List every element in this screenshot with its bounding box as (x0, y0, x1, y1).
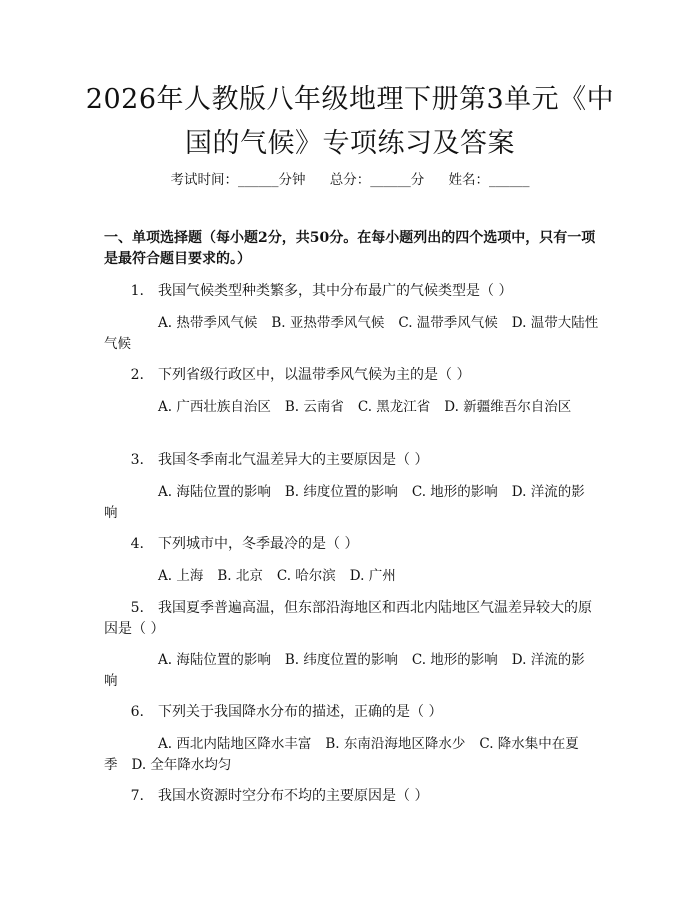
question-6-option-c: C. 降水集中在夏季 (104, 736, 579, 773)
exam-time-blank: ______ (237, 172, 279, 188)
exam-score-unit: 分 (410, 172, 425, 188)
question-3-text: 我国冬季南北气温差异大的主要原因是（ ） (158, 452, 429, 468)
question-4-option-a: A. 上海 (158, 568, 204, 584)
question-4-option-b: B. 北京 (217, 568, 263, 584)
exam-time (170, 172, 305, 188)
document-title (60, 78, 640, 166)
question-7-text: 我国水资源时空分布不均的主要原因是（ ） (158, 788, 429, 804)
question-4-text: 下列城市中，冬季最冷的是（ ） (158, 536, 359, 552)
question-3-option-d: D. 洋流的影响 (104, 484, 585, 521)
question-2-option-a: A. 广西壮族自治区 (158, 399, 271, 415)
question-6-stem (104, 702, 604, 723)
question-3-option-b: B. 纬度位置的影响 (284, 484, 398, 500)
question-3-options (104, 482, 604, 524)
title-line-1: 2026年人教版八年级地理下册第3单元《中 (85, 84, 615, 115)
exam-name-blank: ______ (489, 172, 530, 188)
question-6-text: 下列关于我国降水分布的描述，正确的是（ ） (158, 704, 443, 720)
question-3-number: 3. (130, 452, 144, 468)
exam-time-label: 考试时间： (170, 172, 238, 188)
exam-time-unit: 分钟 (278, 172, 306, 188)
exam-score-blank: ______ (370, 172, 411, 188)
question-5-options (104, 650, 604, 692)
question-1-text: 我国气候类型种类繁多，其中分布最广的气候类型是（ ） (158, 283, 513, 299)
question-1-number: 1. (130, 283, 144, 299)
question-2-option-c: C. 黑龙江省 (357, 399, 431, 415)
question-6-options (104, 734, 604, 776)
question-7-number: 7. (130, 788, 144, 804)
question-4-option-d: D. 广州 (349, 568, 396, 584)
question-2-option-d: D. 新疆维吾尔自治区 (444, 399, 572, 415)
question-1-options (104, 313, 604, 355)
question-1-stem (104, 281, 604, 302)
question-3-option-c: C. 地形的影响 (411, 484, 498, 500)
question-2-text: 下列省级行政区中，以温带季风气候为主的是（ ） (158, 367, 471, 383)
question-4-number: 4. (130, 536, 144, 552)
question-3-stem (104, 450, 604, 471)
question-4-stem (104, 534, 604, 555)
question-5-option-c: C. 地形的影响 (411, 652, 498, 668)
question-6-option-b: B. 东南沿海地区降水少 (325, 736, 466, 752)
title-line-2: 国的气候》专项练习及答案 (185, 128, 515, 159)
exam-name-label: 姓名： (448, 172, 490, 188)
question-5-stem (104, 598, 604, 640)
question-1-option-c: C. 温带季风气候 (398, 315, 498, 331)
question-2-option-b: B. 云南省 (284, 399, 344, 415)
question-1-option-b: B. 亚热带季风气候 (271, 315, 385, 331)
question-6-option-a: A. 西北内陆地区降水丰富 (158, 736, 312, 752)
question-5-option-b: B. 纬度位置的影响 (284, 652, 398, 668)
exam-score-label: 总分： (329, 172, 371, 188)
question-3-option-a: A. 海陆位置的影响 (158, 484, 271, 500)
question-6-option-d: D. 全年降水均匀 (131, 757, 232, 773)
question-5-option-a: A. 海陆位置的影响 (158, 652, 271, 668)
question-2-stem (104, 365, 604, 386)
question-5-option-d: D. 洋流的影响 (104, 652, 585, 689)
question-1-option-d: D. 温带大陆性气候 (104, 315, 599, 352)
exam-score (330, 172, 425, 188)
question-4-option-c: C. 哈尔滨 (276, 568, 336, 584)
question-4-options (104, 566, 604, 587)
question-2-number: 2. (130, 367, 144, 383)
question-5-text: 我国夏季普遍高温，但东部沿海地区和西北内陆地区气温差异较大的原因是（ ） (104, 600, 592, 637)
question-7-stem (104, 786, 604, 807)
exam-name (449, 172, 530, 188)
section-heading: 一、单项选择题（每小题2分，共50分。在每小题列出的四个选项中，只有一项是最符合题目要求的。） (104, 230, 596, 267)
exam-info-line (0, 168, 700, 188)
question-2-options (104, 397, 604, 418)
question-5-number: 5. (130, 600, 144, 616)
question-6-number: 6. (130, 704, 144, 720)
question-1-option-a: A. 热带季风气候 (158, 315, 258, 331)
